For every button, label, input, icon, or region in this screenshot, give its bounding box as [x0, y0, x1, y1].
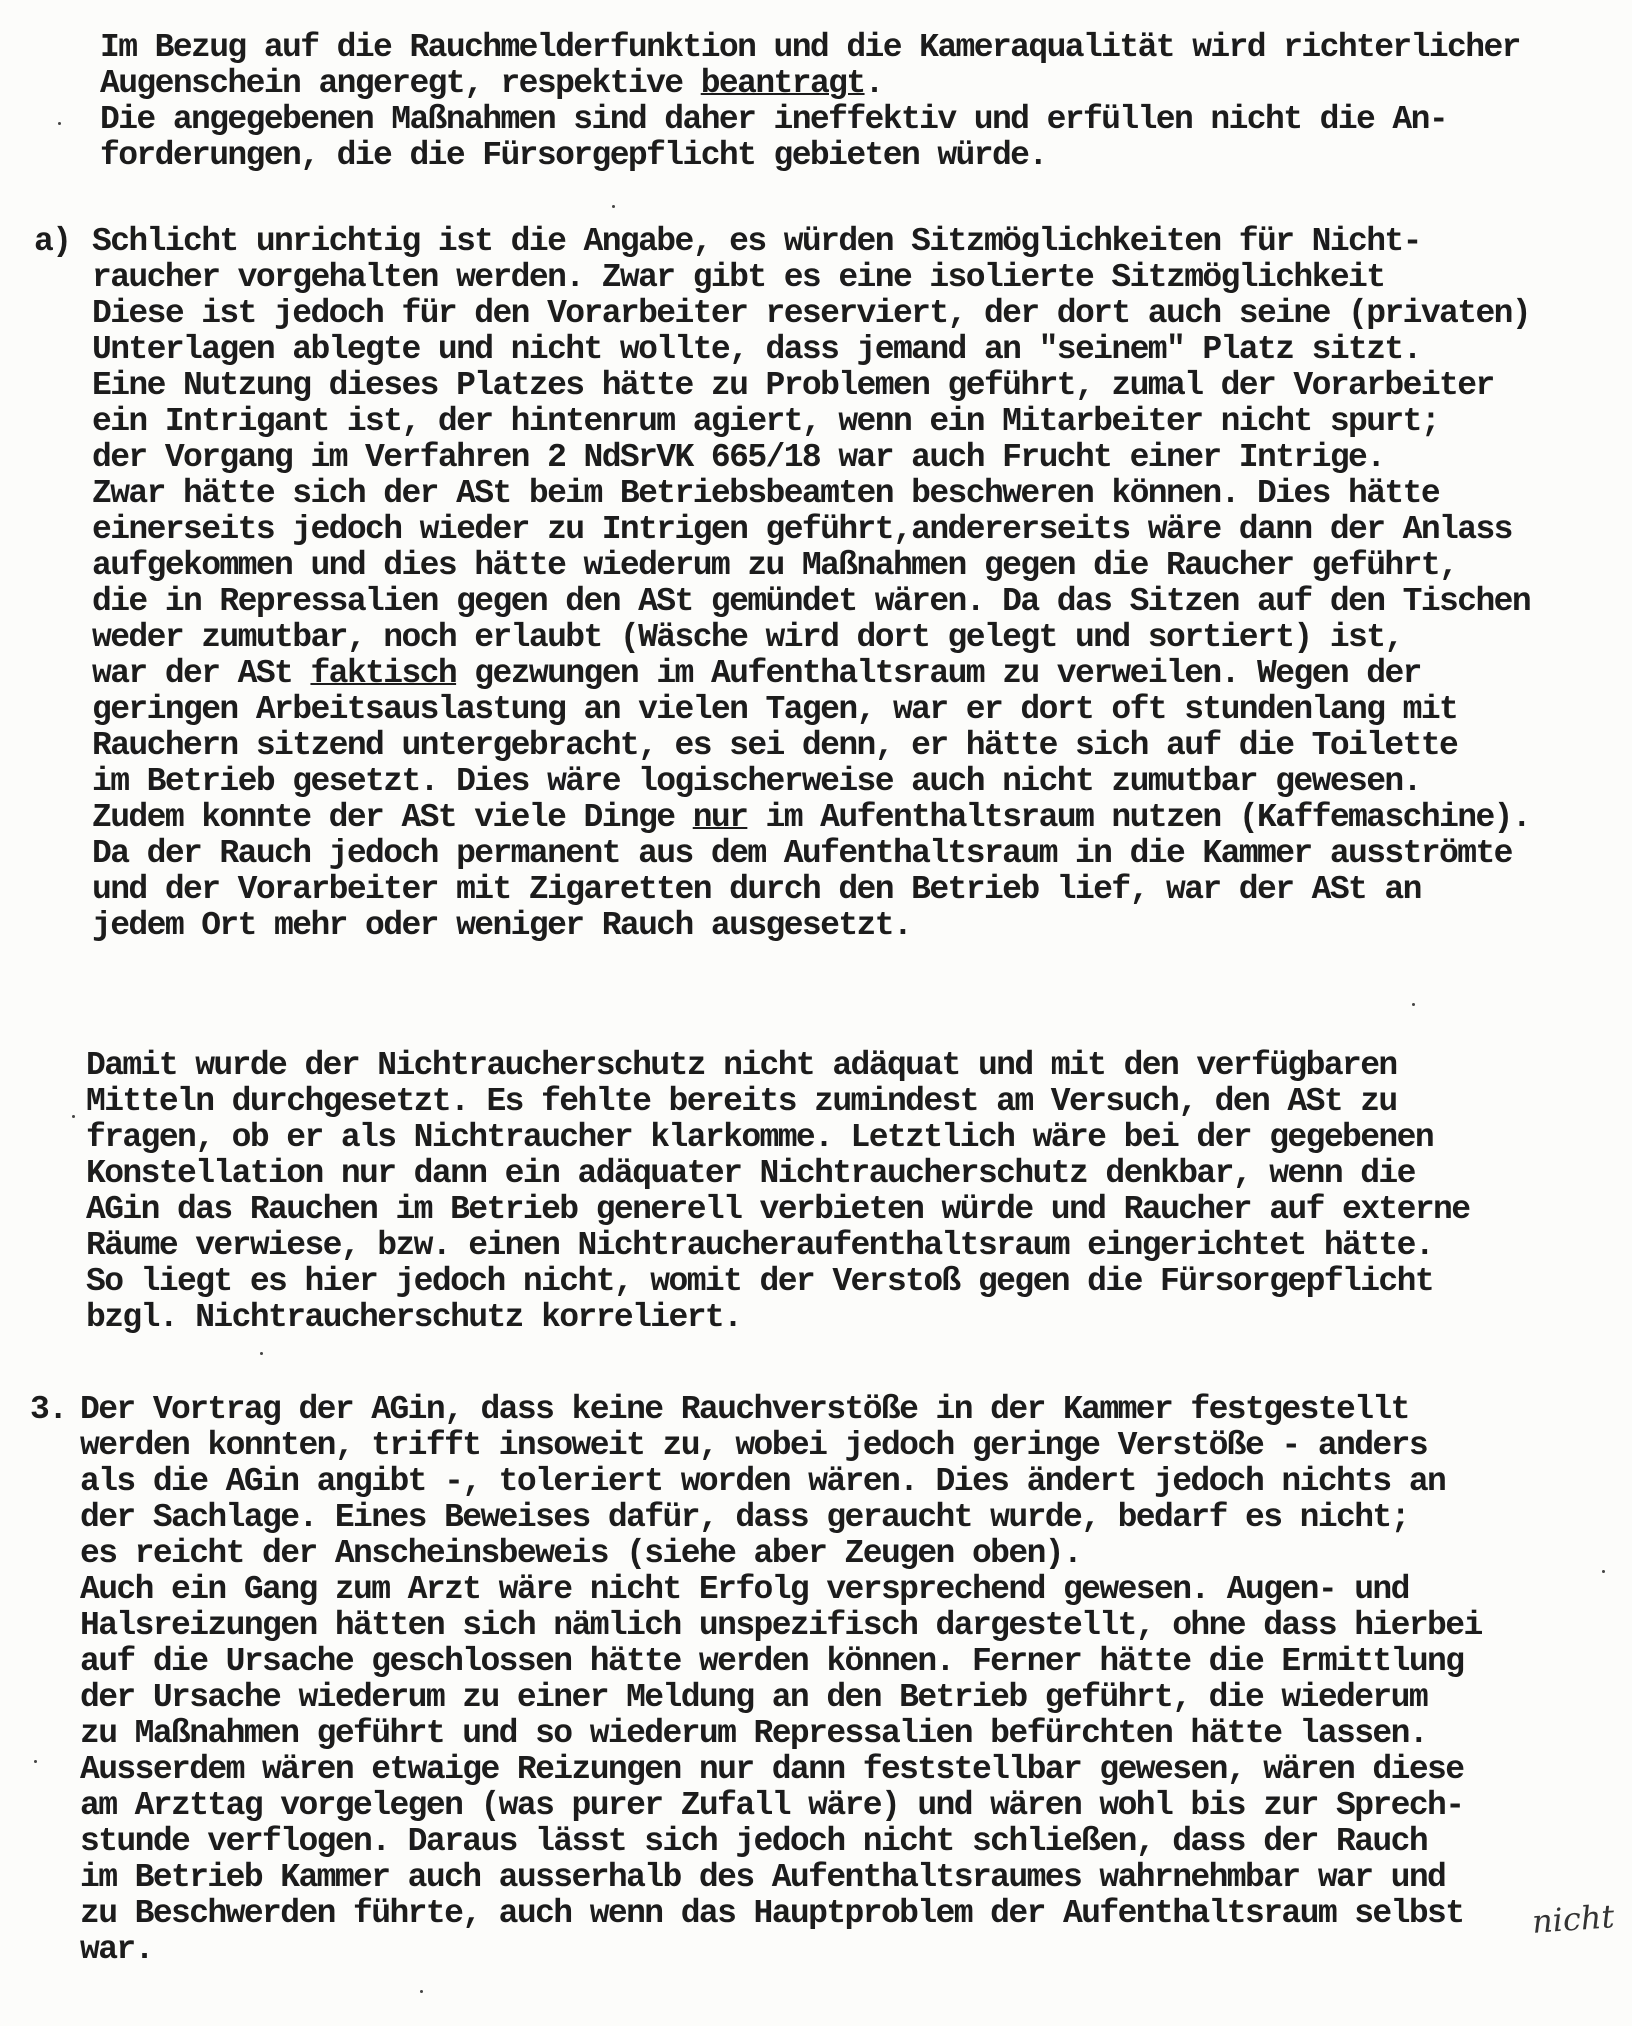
text-line: es reicht der Anscheinsbeweis (siehe aber Zeugen oben).	[80, 1535, 1082, 1572]
text-line: Unterlagen ablegte und nicht wollte, dass jemand an "seinem" Platz sitzt.	[92, 331, 1421, 368]
text-line: fragen, ob er als Nichtraucher klarkomme. Letztlich wäre bei der gegebenen	[86, 1119, 1434, 1156]
scan-speck	[260, 1352, 263, 1355]
text-line: weder zumutbar, noch erlaubt (Wäsche wird dort gelegt und sortiert) ist,	[92, 619, 1403, 656]
text-line: der Ursache wiederum zu einer Meldung an den Betrieb geführt, die wiederum	[80, 1679, 1428, 1716]
text-line: raucher vorgehalten werden. Zwar gibt es eine isolierte Sitzmöglichkeit	[92, 259, 1385, 296]
underlined-emphasis: nur	[692, 799, 748, 836]
text-line: Auch ein Gang zum Arzt wäre nicht Erfolg versprechend gewesen. Augen- und	[80, 1571, 1409, 1608]
text-line: einerseits jedoch wieder zu Intrigen geführt,andererseits wäre dann der Anlass	[92, 511, 1512, 548]
text-line: AGin das Rauchen im Betrieb generell verbieten würde und Raucher auf externe	[86, 1191, 1470, 1228]
scan-speck	[34, 1760, 37, 1763]
text-line: und der Vorarbeiter mit Zigaretten durch den Betrieb lief, war der ASt an	[92, 871, 1421, 908]
text-line: der Vorgang im Verfahren 2 NdSrVK 665/18 war auch Frucht einer Intrige.	[92, 439, 1385, 476]
underlined-emphasis: beantragt	[700, 65, 865, 102]
text-line: als die AGin angibt -, toleriert worden wären. Dies ändert jedoch nichts an	[80, 1463, 1446, 1500]
text-line: Damit wurde der Nichtraucherschutz nicht adäquat und mit den verfügbaren	[86, 1047, 1397, 1084]
list-marker-3: 3.	[30, 1391, 67, 1428]
scan-speck	[1412, 1003, 1415, 1006]
handwritten-insertion: nicht	[1530, 1897, 1616, 1941]
text-line: Die angegebenen Maßnahmen sind daher ineffektiv und erfüllen nicht die An-	[100, 101, 1448, 138]
text-line: im Betrieb Kammer auch ausserhalb des Aufenthaltsraumes wahrnehmbar war und	[80, 1859, 1446, 1896]
underlined-emphasis: faktisch	[310, 655, 457, 692]
text-line: Der Vortrag der AGin, dass keine Rauchverstöße in der Kammer festgestellt	[80, 1391, 1409, 1428]
text-line: Ausserdem wären etwaige Reizungen nur dann feststellbar gewesen, wären diese	[80, 1751, 1464, 1788]
text-line: Konstellation nur dann ein adäquater Nichtraucherschutz denkbar, wenn die	[86, 1155, 1415, 1192]
text-line: stunde verflogen. Daraus lässt sich jedoch nicht schließen, dass der Rauch	[80, 1823, 1428, 1860]
text-line: Halsreizungen hätten sich nämlich unspezifisch dargestellt, ohne dass hierbei	[80, 1607, 1482, 1644]
text-segment: .	[864, 65, 883, 102]
text-line: am Arzttag vorgelegen (was purer Zufall wäre) und wären wohl bis zur Sprech-	[80, 1787, 1464, 1824]
text-line: Eine Nutzung dieses Platzes hätte zu Problemen geführt, zumal der Vorarbeiter	[92, 367, 1494, 404]
paragraph-conclusion	[86, 1048, 1596, 1336]
text-line: werden konnten, trifft insoweit zu, wobei jedoch geringe Verstöße - anders	[80, 1427, 1428, 1464]
text-line: forderungen, die die Fürsorgepflicht gebieten würde.	[100, 137, 1047, 174]
text-line: ein Intrigant ist, der hintenrum agiert, wenn ein Mitarbeiter nicht spurt;	[92, 403, 1440, 440]
text-segment: gezwungen im Aufenthaltsraum zu verweilen. Wegen der	[456, 655, 1421, 692]
list-marker-a: a)	[34, 223, 71, 260]
text-line: im Betrieb gesetzt. Dies wäre logischerweise auch nicht zumutbar gewesen.	[92, 763, 1421, 800]
text-line: Mitteln durchgesetzt. Es fehlte bereits zumindest am Versuch, den ASt zu	[86, 1083, 1397, 1120]
text-line: zu Beschwerden führte, auch wenn das Hauptproblem der Aufenthaltsraum selbst	[80, 1895, 1464, 1932]
text-line	[100, 66, 1590, 102]
text-line: zu Maßnahmen geführt und so wiederum Repressalien befürchten hätte lassen.	[80, 1715, 1428, 1752]
scan-speck	[612, 205, 615, 208]
scan-speck	[72, 1115, 75, 1118]
text-line: Schlicht unrichtig ist die Angabe, es würden Sitzmöglichkeiten für Nicht-	[92, 223, 1421, 260]
text-line: Rauchern sitzend untergebracht, es sei denn, er hätte sich auf die Toilette	[92, 727, 1458, 764]
scan-speck	[1602, 1570, 1605, 1573]
text-line: war.	[80, 1931, 153, 1968]
text-line: aufgekommen und dies hätte wiederum zu Maßnahmen gegen die Raucher geführt,	[92, 547, 1458, 584]
text-segment: im Aufenthaltsraum nutzen (Kaffemaschine).	[747, 799, 1531, 836]
text-line	[92, 656, 1602, 692]
text-line: Räume verwiese, bzw. einen Nichtraucheraufenthaltsraum eingerichtet hätte.	[86, 1227, 1434, 1264]
text-line: geringen Arbeitsauslastung an vielen Tagen, war er dort oft stundenlang mit	[92, 691, 1458, 728]
text-line: auf die Ursache geschlossen hätte werden können. Ferner hätte die Ermittlung	[80, 1643, 1464, 1680]
text-line: die in Repressalien gegen den ASt gemündet wären. Da das Sitzen auf den Tischen	[92, 583, 1531, 620]
text-segment: Augenschein angeregt, respektive	[100, 65, 701, 102]
scan-speck	[420, 1990, 423, 1993]
paragraph-intro	[100, 30, 1590, 174]
text-line: der Sachlage. Eines Beweises dafür, dass geraucht wurde, bedarf es nicht;	[80, 1499, 1409, 1536]
text-segment: Zudem konnte der ASt viele Dinge	[92, 799, 693, 836]
paragraph-a	[92, 224, 1602, 944]
text-line: Zwar hätte sich der ASt beim Betriebsbeamten beschweren können. Dies hätte	[92, 475, 1440, 512]
text-line: bzgl. Nichtraucherschutz korreliert.	[86, 1299, 742, 1336]
text-line: jedem Ort mehr oder weniger Rauch ausgesetzt.	[92, 907, 912, 944]
paragraph-3	[80, 1392, 1600, 1968]
text-line: Im Bezug auf die Rauchmelderfunktion und die Kameraqualität wird richterlicher	[100, 29, 1520, 66]
text-segment: war der ASt	[92, 655, 311, 692]
text-line: Da der Rauch jedoch permanent aus dem Aufenthaltsraum in die Kammer ausströmte	[92, 835, 1512, 872]
scan-speck	[58, 122, 61, 125]
text-line	[92, 800, 1602, 836]
text-line: So liegt es hier jedoch nicht, womit der Verstoß gegen die Fürsorgepflicht	[86, 1263, 1434, 1300]
text-line: Diese ist jedoch für den Vorarbeiter reserviert, der dort auch seine (privaten)	[92, 295, 1531, 332]
